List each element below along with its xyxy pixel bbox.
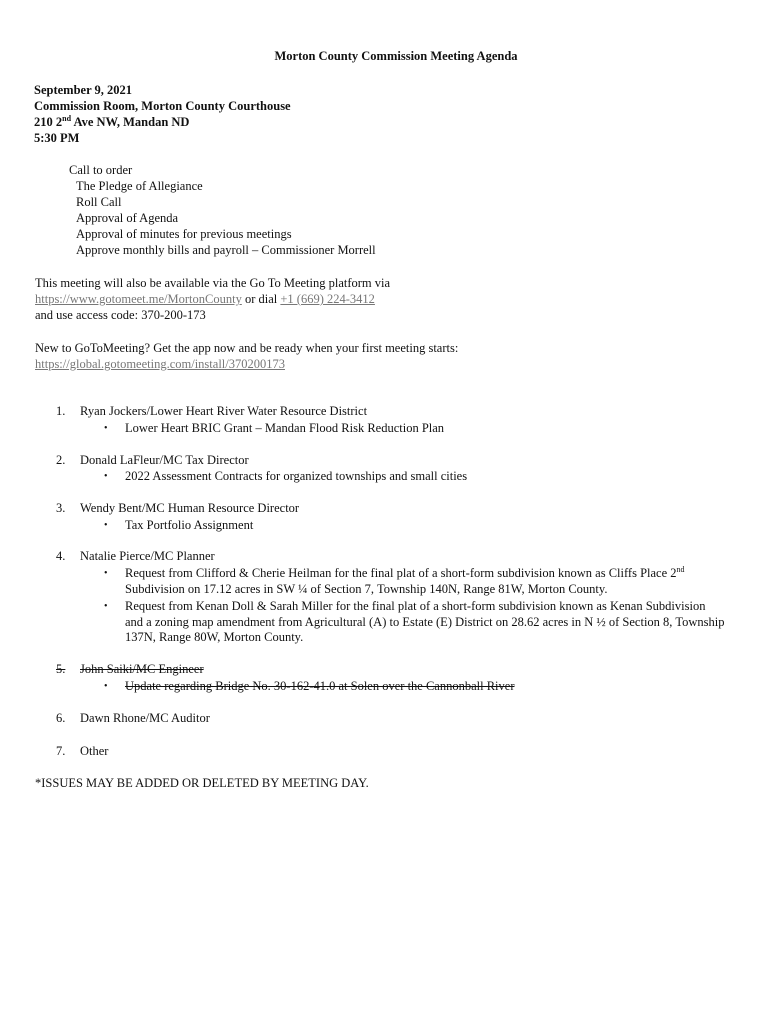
- page-title: Morton County Commission Meeting Agenda: [274, 49, 518, 63]
- gotomeeting-link[interactable]: https://www.gotomeet.me/MortonCounty: [35, 292, 242, 306]
- opening-item: The Pledge of Allegiance: [76, 179, 203, 193]
- document-page: Morton County Commission Meeting Agenda September 9, 2021 Commission Room, Morton County Courthouse 210 2nd Ave NW, Mandan ND 5:30 PM Call to order The Pledge of Allegiance Roll Call Approval of Agenda Approval of minutes for previous meetings Approve monthly bills and payroll – Commissioner Morrell This meeting will also be available via the Go To Meeting platform via https://www.gotomeet.me/MortonCounty or dial +1 (669) 224-3412 and use access code: 370-200-173 New to GoToMeeting? Get the app now and be ready when your first meeting starts: https://global.gotomeeting.com/install/370200173 1. Ryan Jockers/Lower Heart River Water Resource District • Lower Heart BRIC Grant – Mandan Flood Risk Reduction Plan 2. Donald LaFleur/MC Tax Director • 2022 Assessment Contracts for organized townships and small cities 3. Wendy Bent/MC Human Resource Director • Tax Portfolio Assignment 4. Natalie Pierce/MC Planner • Request from Clifford & Cherie Heilman for the final plat of a short-form subdivision known as Cliffs Place 2nd Subdivision on 17.12 acres in SW ¼ of Section 7, Township 140N, Range 81W, Morton County. • Request from Kenan Doll & Sarah Miller for the final plat of a short-form subdivision known as Kenan Subdivision and a zoning map amendment from Agricultural (A) to Estate (E) District on 28.62 acres in N ½ of Section 8, Township 137N, Range 80W, Morton County. 5. John Saiki/MC Engineer • Update regarding Bridge No. 30-162-41.0 at Solen over the Cannonball River 6. Dawn Rhone/MC Auditor 7. Other *ISSUES MAY BE ADDED OR DELETED BY MEETING DAY.: [0, 0, 770, 1024]
- app-info: [35, 340, 458, 372]
- access-code: and use access code: 370-200-173: [35, 308, 206, 322]
- install-link[interactable]: https://global.gotomeeting.com/install/370200173: [35, 357, 285, 371]
- meeting-address: 210 2nd Ave NW, Mandan ND: [34, 114, 190, 129]
- remote-access-info: [35, 275, 390, 323]
- footer-note: *ISSUES MAY BE ADDED OR DELETED BY MEETING DAY.: [35, 776, 369, 790]
- meeting-date: September 9, 2021: [34, 83, 133, 97]
- meeting-time: 5:30 PM: [34, 131, 80, 145]
- opening-item: Approve monthly bills and payroll – Commissioner Morrell: [76, 243, 376, 257]
- opening-items: [69, 162, 376, 258]
- remote-line: This meeting will also be available via the Go To Meeting platform via: [35, 276, 391, 290]
- opening-item: Approval of Agenda: [76, 211, 179, 225]
- call-to-order: Call to order: [69, 163, 133, 177]
- app-line: New to GoToMeeting? Get the app now and be ready when your first meeting starts:: [35, 341, 459, 355]
- meeting-header: [34, 82, 291, 146]
- opening-item: Roll Call: [76, 195, 122, 209]
- opening-item: Approval of minutes for previous meetings: [76, 227, 292, 241]
- remote-links-line: https://www.gotomeet.me/MortonCounty or dial +1 (669) 224-3412: [35, 292, 375, 306]
- meeting-room: Commission Room, Morton County Courthouse: [34, 99, 291, 113]
- phone-link[interactable]: +1 (669) 224-3412: [280, 292, 375, 306]
